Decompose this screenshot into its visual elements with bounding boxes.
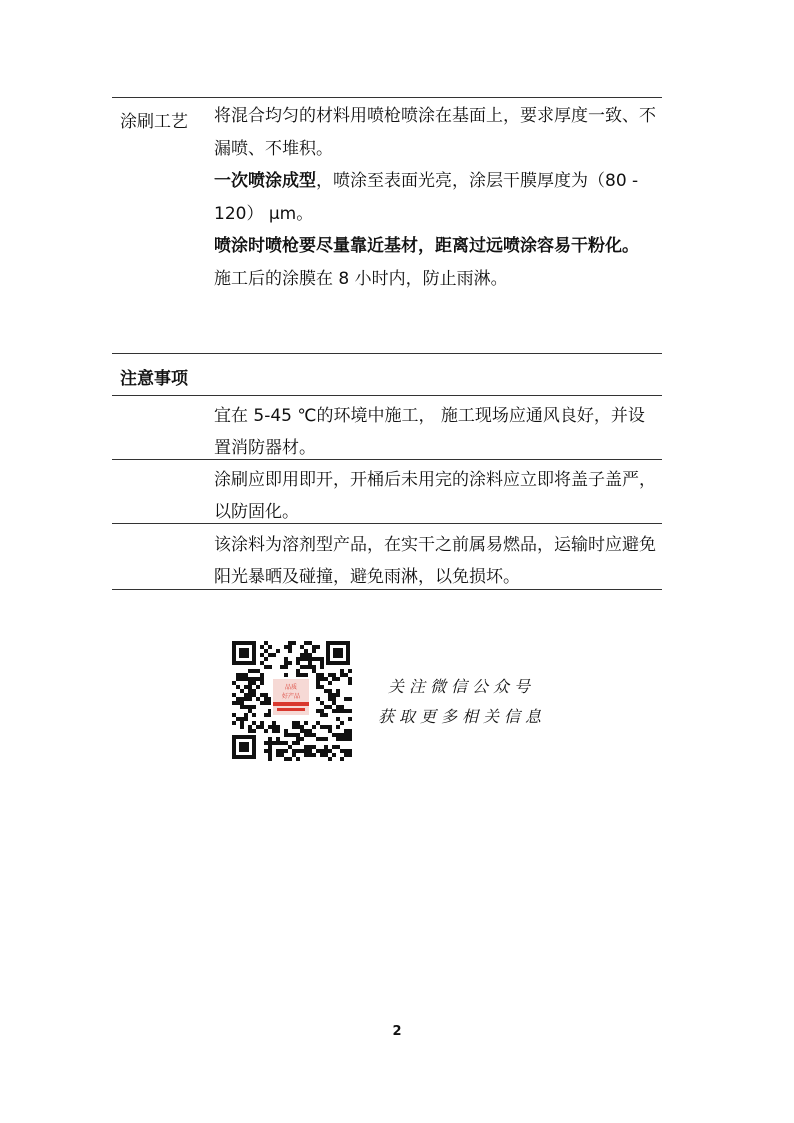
process-line-2 — [214, 165, 660, 230]
process-line-1: 将混合均匀的材料用喷枪喷涂在基面上，要求厚度一致、不漏喷、不堆积。 — [214, 106, 656, 159]
process-line-3: 喷涂时喷枪要尽量靠近基材，距离过远喷涂容易干粉化。 — [214, 236, 639, 256]
note-rule-2 — [112, 523, 662, 524]
page-number: 2 — [392, 1024, 402, 1039]
note-item-2: 涂刷应即用即开，开桶后未用完的涂料应立即将盖子盖严，以防固化。 — [214, 470, 656, 522]
table-top-rule — [112, 97, 662, 98]
brand-logo-icon — [271, 677, 311, 717]
process-line-4: 施工后的涂膜在 8 小时内，防止雨淋。 — [214, 268, 508, 289]
svg-text:品质: 品质 — [284, 684, 298, 691]
note-item-1: 宜在 5-45 ℃的环境中施工， 施工现场应通风良好，并设置消防器材。 — [214, 406, 645, 458]
note-item-3: 该涂料为溶剂型产品，在实干之前属易燃品，运输时应避免阳光暴晒及碰撞，避免雨淋，以免损坏。 — [214, 535, 656, 587]
note-rule-1 — [112, 459, 662, 460]
svg-text:好产品: 好产品 — [281, 693, 301, 700]
process-body — [214, 100, 660, 295]
wechat-qr-code — [230, 639, 352, 761]
process-line-2-bold: 一次喷涂成型 — [214, 171, 316, 191]
qr-caption-line-1: 关注微信公众号 — [388, 677, 536, 696]
notes-label: 注意事项 — [120, 369, 188, 389]
note-rule-3 — [112, 589, 662, 590]
process-label: 涂刷工艺 — [120, 112, 188, 132]
notes-header-top-rule — [112, 353, 662, 354]
process-line-2-rest: ，喷涂至表面光亮，涂层干膜厚度为（80 - 120） μm。 — [214, 171, 639, 224]
notes-header-bottom-rule — [112, 395, 662, 396]
qr-caption-line-2: 获取更多相关信息 — [378, 707, 547, 726]
